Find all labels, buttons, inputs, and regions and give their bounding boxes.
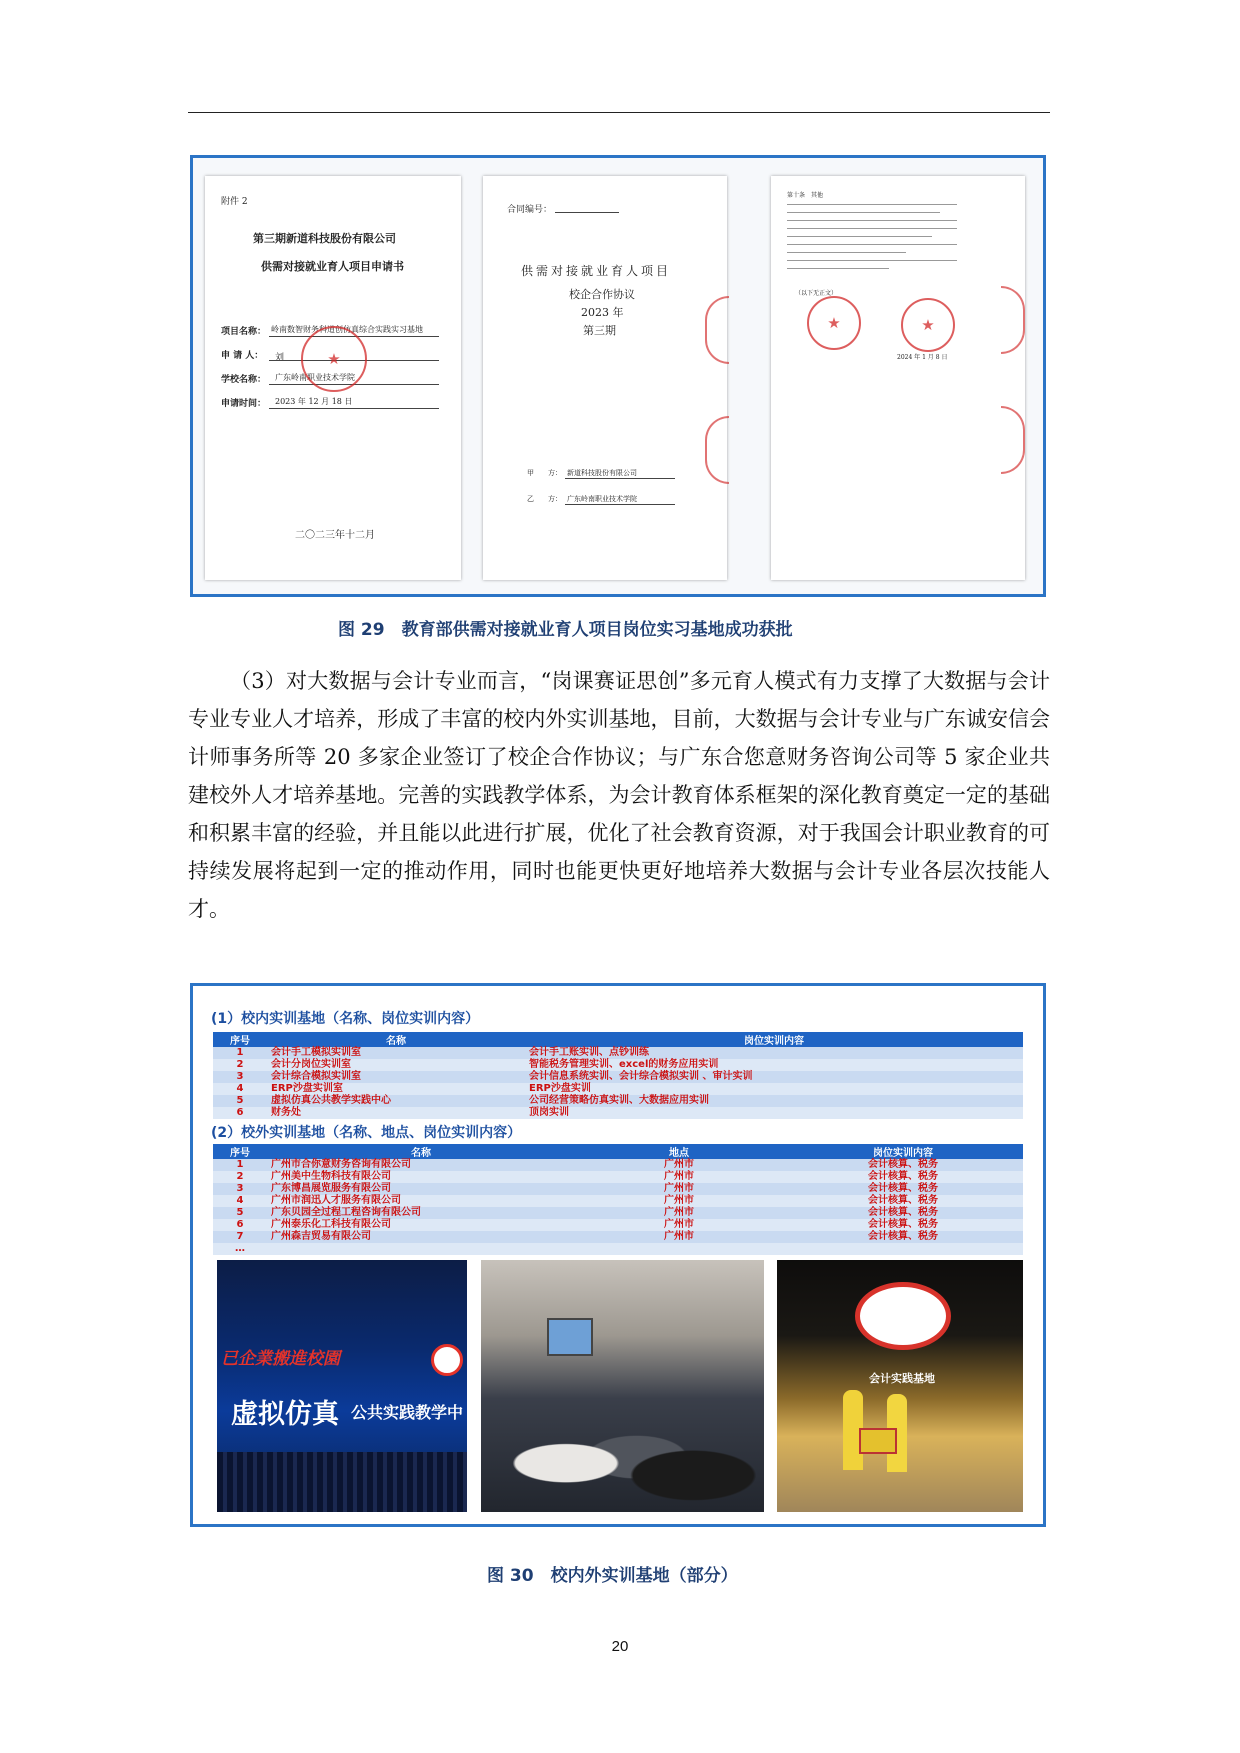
party-b-line	[565, 504, 675, 505]
figure-29	[190, 155, 1046, 597]
photo-sign-text: 公共实践教学中	[351, 1403, 464, 1422]
cell: 会计信息系统实训、会计综合模拟实训 、审计实训	[525, 1071, 1023, 1083]
cell: 虚拟仿真公共教学实践中心	[267, 1095, 525, 1107]
company-logo-icon	[855, 1282, 951, 1350]
table-header-row	[213, 1144, 1023, 1159]
cell: 广东贝园全过程工程咨询有限公司	[267, 1207, 575, 1219]
edge-seal	[705, 296, 729, 364]
header-rule	[188, 112, 1050, 113]
cell: 2	[213, 1171, 267, 1183]
cell: 会计核算、税务	[783, 1159, 1023, 1171]
page-number: 20	[611, 1638, 629, 1655]
attachment-label: 附件 2	[221, 197, 248, 207]
party-b: 广东岭南职业技术学院	[567, 495, 637, 503]
edge-seal	[1001, 406, 1025, 474]
table-row	[213, 1207, 1023, 1219]
cell: 4	[213, 1083, 267, 1095]
field-label: 学校名称：	[221, 375, 267, 385]
party-a: 新道科技股份有限公司	[567, 469, 637, 477]
signing-date: 2024 年 1 月 8 日	[897, 354, 948, 361]
field-value: 刘	[275, 353, 285, 363]
cell: 会计核算、税务	[783, 1231, 1023, 1243]
cell: 会计核算、税务	[783, 1183, 1023, 1195]
field-value: 2023 年 12 月 18 日	[275, 397, 353, 406]
cell: 广州市	[575, 1171, 783, 1183]
cell: 7	[213, 1231, 267, 1243]
cell: 广州泰乐化工科技有限公司	[267, 1219, 575, 1231]
cell: 5	[213, 1095, 267, 1107]
agreement-year: 2023 年	[581, 306, 624, 319]
figure-29-caption: 图 29 教育部供需对接就业育人项目岗位实习基地成功获批	[338, 620, 793, 640]
table-header-row	[213, 1032, 1023, 1047]
external-base-title: (2）校外实训基地（名称、地点、岗位实训内容）	[211, 1125, 522, 1141]
projector-screen	[547, 1318, 593, 1356]
cell: 会计核算、税务	[783, 1171, 1023, 1183]
cell: 广州市	[575, 1219, 783, 1231]
cell: 广州森吉贸易有限公司	[267, 1231, 575, 1243]
practice-base-photo	[777, 1260, 1023, 1512]
railing	[217, 1452, 467, 1512]
cell: 广州市	[575, 1207, 783, 1219]
edge-seal	[1001, 286, 1025, 354]
cell: 会计核算、税务	[783, 1195, 1023, 1207]
field-value: 广东岭南职业技术学院	[275, 373, 355, 382]
school-seal	[901, 298, 955, 352]
figure-30	[190, 983, 1046, 1527]
col-header: 名称	[267, 1144, 575, 1159]
doc-date: 二〇二三年十二月	[295, 530, 375, 541]
edge-seal	[705, 416, 729, 484]
table-row	[213, 1243, 1023, 1255]
official-seal	[301, 326, 367, 392]
cell: 5	[213, 1207, 267, 1219]
col-header: 岗位实训内容	[783, 1144, 1023, 1159]
cell: 会计分岗位实训室	[267, 1059, 525, 1071]
cell: 广州美中生物科技有限公司	[267, 1171, 575, 1183]
cell: 会计核算、税务	[783, 1219, 1023, 1231]
agreement-cover	[483, 176, 727, 580]
body-text	[188, 662, 1050, 928]
agreement-title: 供需对接就业育人项目	[521, 264, 672, 278]
plaque	[859, 1428, 897, 1454]
table-row	[213, 1171, 1023, 1183]
cell: 3	[213, 1071, 267, 1083]
photo-sign-text: 会计实践基地	[869, 1372, 935, 1385]
table-row	[213, 1159, 1023, 1171]
field-value: 岭南数智财务科道创仿真综合实践实习基地	[271, 325, 423, 334]
table-row	[213, 1047, 1023, 1059]
table-row	[213, 1095, 1023, 1107]
table-row	[213, 1083, 1023, 1095]
party-a-line	[565, 478, 675, 479]
classroom-photo	[481, 1260, 764, 1512]
cell	[267, 1243, 575, 1255]
doc-title: 供需对接就业育人项目申请书	[261, 260, 404, 273]
contract-number-label: 合同编号：	[507, 205, 553, 215]
cell: 2	[213, 1059, 267, 1071]
doc-company: 第三期新道科技股份有限公司	[253, 232, 396, 245]
col-header: 名称	[267, 1032, 525, 1047]
agreement-signature-page	[771, 176, 1025, 580]
external-base-table	[213, 1144, 1023, 1255]
agreement-subtitle: 校企合作协议	[569, 288, 635, 301]
cell: ERP沙盘实训室	[267, 1083, 525, 1095]
field-label: 申请时间：	[221, 399, 267, 409]
company-seal	[807, 296, 861, 350]
photo-sign-text: 虚拟仿真	[231, 1399, 339, 1430]
contract-number-line	[555, 212, 619, 213]
table-row	[213, 1195, 1023, 1207]
cell: 1	[213, 1159, 267, 1171]
cell: …	[213, 1243, 267, 1255]
logo-icon	[431, 1344, 463, 1376]
agreement-phase: 第三期	[583, 324, 616, 337]
col-header: 序号	[213, 1032, 267, 1047]
col-header: 序号	[213, 1144, 267, 1159]
cell: 广东博昌展览服务有限公司	[267, 1183, 575, 1195]
body-paragraph: （3）对大数据与会计专业而言，“岗课赛证思创”多元育人模式有力支撑了大数据与会计专业专业人才培养，形成了丰富的校内外实训基地，目前，大数据与会计专业与广东诚安信会计师事务所等 20 多家企业签订了校企合作协议；与广东合您意财务咨询公司等 5 家企业共建校外人才培养基地。完善的实践教学体系，为会计教育体系框架的深化教育奠定一定的基础和积累丰富的经验，并且能以此进行扩展，优化了社会教育资源，对于我国会计职业教育的可持续发展将起到一定的推动作用，同时也能更快更好地培养大数据与会计专业各层次技能人才。	[188, 669, 1050, 921]
cell: 会计核算、税务	[783, 1207, 1023, 1219]
cell: 顶岗实训	[525, 1107, 1023, 1119]
col-header: 岗位实训内容	[525, 1032, 1023, 1047]
field-label: 项目名称：	[221, 327, 267, 337]
students	[481, 1390, 764, 1512]
cell: 广州市润迅人才服务有限公司	[267, 1195, 575, 1207]
cell: 广州市	[575, 1195, 783, 1207]
party-a-label: 甲 方：	[527, 469, 562, 477]
field-underline	[269, 408, 439, 409]
cell: 广州市	[575, 1231, 783, 1243]
table-row	[213, 1219, 1023, 1231]
col-header: 地点	[575, 1144, 783, 1159]
clause-text-lines	[787, 204, 957, 276]
table-row	[213, 1231, 1023, 1243]
cell: 财务处	[267, 1107, 525, 1119]
table-row	[213, 1059, 1023, 1071]
cell: 广州市合你意财务咨询有限公司	[267, 1159, 575, 1171]
table-row	[213, 1107, 1023, 1119]
cell: 广州市	[575, 1183, 783, 1195]
cell: ERP沙盘实训	[525, 1083, 1023, 1095]
cell	[783, 1243, 1023, 1255]
virtual-simulation-center-photo	[217, 1260, 467, 1512]
cell	[575, 1243, 783, 1255]
application-document	[205, 176, 461, 580]
cell: 6	[213, 1219, 267, 1231]
field-label: 申 请 人：	[221, 351, 264, 361]
cell: 会计综合模拟实训室	[267, 1071, 525, 1083]
cell: 3	[213, 1183, 267, 1195]
internal-base-title: (1）校内实训基地（名称、岗位实训内容）	[211, 1011, 480, 1027]
table-row	[213, 1071, 1023, 1083]
cell: 4	[213, 1195, 267, 1207]
cell: 公司经营策略仿真实训、大数据应用实训	[525, 1095, 1023, 1107]
cell: 广州市	[575, 1159, 783, 1171]
no-more-text-note: （以下无正文）	[795, 290, 838, 297]
figure-30-caption: 图 30 校内外实训基地（部分）	[487, 1566, 738, 1586]
internal-base-table	[213, 1032, 1023, 1119]
table-row	[213, 1183, 1023, 1195]
cell: 1	[213, 1047, 267, 1059]
party-b-label: 乙 方：	[527, 495, 562, 503]
cell: 会计手工模拟实训室	[267, 1047, 525, 1059]
cell: 智能税务管理实训、excel的财务应用实训	[525, 1059, 1023, 1071]
cell: 会计手工账实训、点钞训练	[525, 1047, 1023, 1059]
photo-sign-text: 已企業搬進校園	[221, 1349, 340, 1369]
cell: 6	[213, 1107, 267, 1119]
clause-heading: 第十条 其他	[787, 192, 824, 199]
